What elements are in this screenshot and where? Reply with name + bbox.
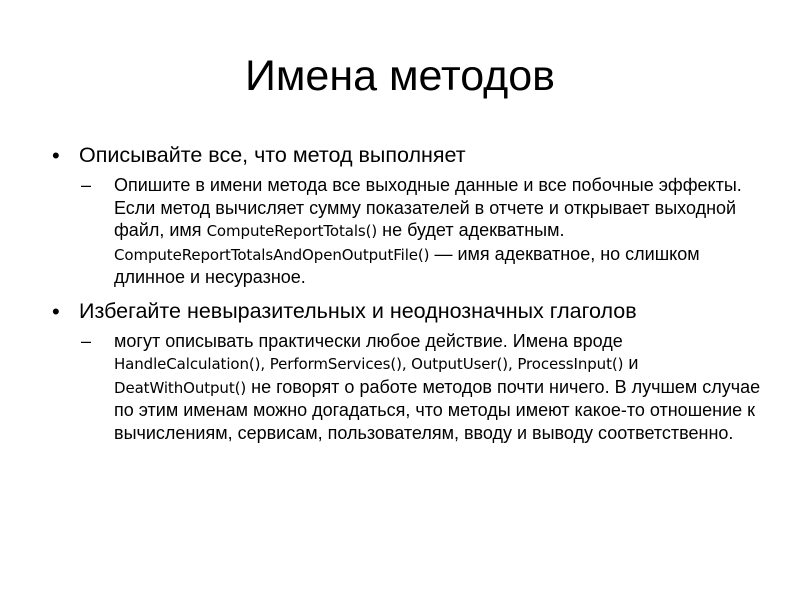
sub-list (79, 174, 762, 289)
bullet-icon: • (52, 298, 60, 324)
bullet-item (52, 143, 762, 289)
bullet-icon: • (52, 143, 60, 168)
sub-list (79, 330, 762, 445)
sub-text: не будет адекватным. (377, 220, 565, 240)
sub-item (81, 174, 762, 289)
slide-title: Имена методов (244, 52, 556, 100)
method-name: ComputeReportTotalsAndOpenOutputFile() (114, 245, 430, 264)
sub-text: — имя адекватное, но слишком длинное и несуразное. (114, 243, 700, 287)
sub-text: не говорят о работе методов почти ничего. В лучшем случае по этим именам можно догадаться, что методы имеют какое-то отношение к вычислениям, сервисам, пользователям, вводу и выводу соответственно. (114, 376, 761, 443)
sub-text: и (623, 353, 639, 373)
bullet-text: Описывайте все, что метод выполняет (79, 143, 466, 167)
sub-text: Опишите в имени метода все выходные данные и все побочные эффекты. Если метод вычисляет сумму показателей в отчете и открывает выходной файл, имя (114, 175, 742, 240)
method-name: HandleCalculation(), PerformServices(), OutputUser(), ProcessInput() (114, 355, 624, 373)
sub-item (81, 330, 762, 445)
method-name: ComputeReportTotals() (206, 222, 378, 240)
method-name: DeatWithOutput() (114, 378, 247, 397)
bullet-item (52, 299, 762, 445)
dash-icon: – (81, 175, 92, 195)
bullet-list (52, 143, 762, 444)
sub-text: могут описывать практически любое действие. Имена вроде (114, 330, 623, 351)
bullet-text: Избегайте невыразительных и неоднозначных глаголов (79, 298, 637, 323)
dash-icon: – (81, 330, 92, 351)
